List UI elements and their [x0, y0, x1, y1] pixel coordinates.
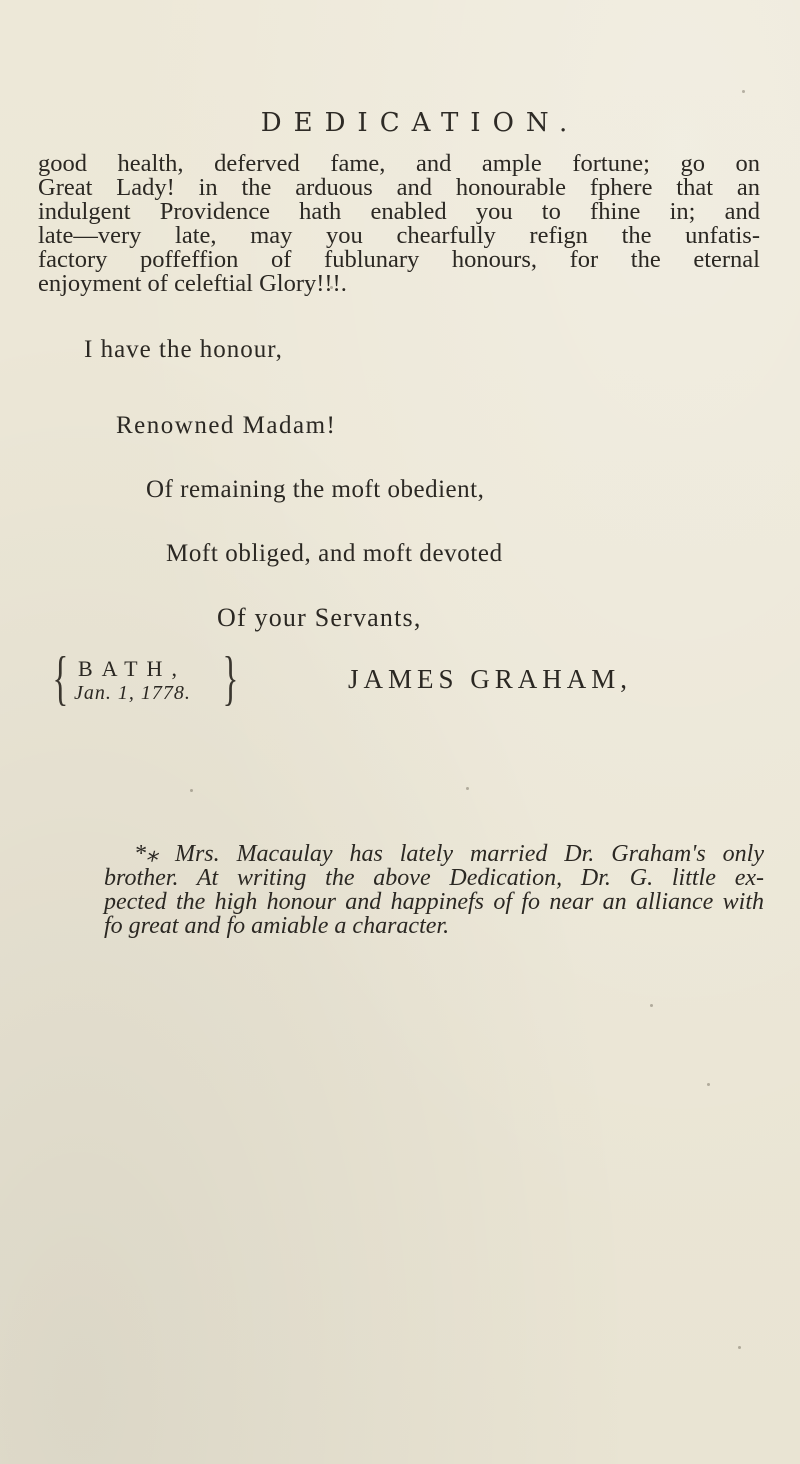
paragraph-line: late—very late, may you chearfully refign the unfatis-: [38, 222, 760, 249]
left-brace: {: [52, 645, 69, 711]
footnote-line: brother. At writing the above Dedication, Dr. G. little ex-: [104, 865, 764, 891]
paper-speck: [650, 1004, 653, 1007]
closing-line-servants: Of your Servants,: [217, 603, 422, 632]
paragraph-line: Great Lady! in the arduous and honourable fphere that an: [38, 174, 760, 201]
footnote-line: *⁎ Mrs. Macaulay has lately married Dr. Graham's only: [134, 841, 764, 867]
footnote-line: pected the high honour and happinefs of fo near an alliance with: [104, 889, 764, 915]
paragraph-line: indulgent Providence hath enabled you to fhine in; and: [38, 198, 760, 225]
closing-line-honour: I have the honour,: [84, 336, 283, 363]
footnote-line: fo great and fo amiable a character.: [104, 913, 450, 939]
closing-line-devoted: Moft obliged, and moft devoted: [166, 540, 503, 567]
paragraph-line: factory poffeffion of fublunary honours, for the eternal: [38, 246, 760, 273]
footnote: [104, 842, 764, 938]
place-and-date: [52, 645, 242, 711]
paper-speck: [738, 1346, 741, 1349]
right-brace: }: [222, 645, 239, 711]
dedication-paragraph: [38, 152, 760, 296]
page-heading: DEDICATION.: [260, 108, 580, 138]
paragraph-line: enjoyment of celeftial Glory!!!.: [38, 270, 347, 297]
closing-line-salutation: Renowned Madam!: [116, 412, 337, 439]
closing-line-obedient: Of remaining the moft obedient,: [146, 476, 485, 503]
paper-speck: [707, 1083, 710, 1086]
paragraph-line: good health, deferved fame, and ample fortune; go on: [38, 150, 760, 177]
signature: JAMES GRAHAM,: [348, 664, 633, 694]
paper-speck: [190, 789, 193, 792]
paper-speck: [466, 787, 469, 790]
place-town: BATH,: [78, 656, 186, 681]
place-date: Jan. 1, 1778.: [74, 682, 191, 704]
paper-speck: [742, 90, 745, 93]
